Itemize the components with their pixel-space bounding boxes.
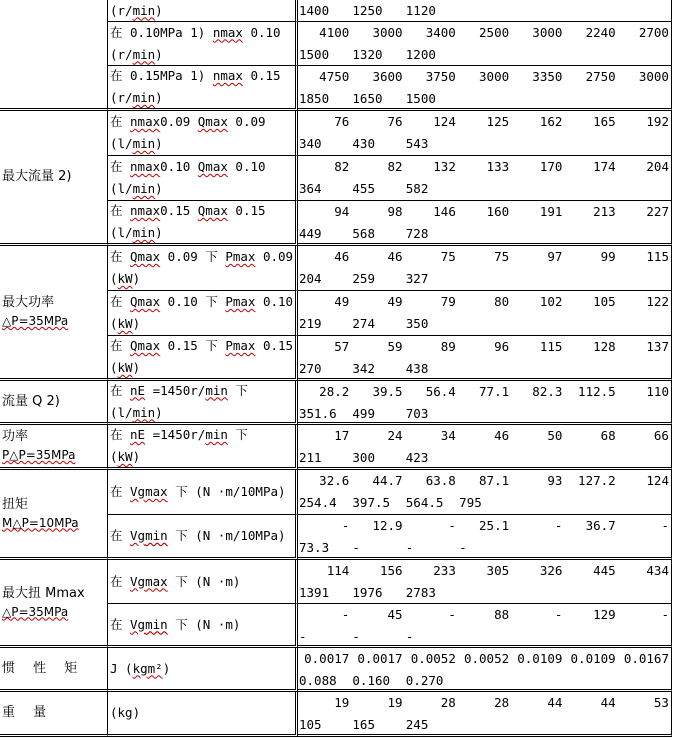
value-cell: 73.3 (299, 540, 330, 555)
value-cell: 133 (486, 159, 510, 174)
value-cell: 170 (539, 159, 563, 174)
row-label-line: (r/min) (110, 2, 163, 18)
row-label-line: (l/min) (110, 181, 163, 196)
value-cell: 32.6 (319, 473, 350, 488)
value-cell: 0.0052 (410, 651, 456, 666)
value-cell: 455 (352, 181, 375, 196)
value-cell: 44 (547, 695, 563, 710)
values-line-1 (298, 22, 671, 44)
value-cell: 44.7 (372, 473, 403, 488)
value-cell: 1650 (352, 91, 383, 106)
value-cell: 45 (387, 607, 403, 622)
row-label (108, 648, 298, 692)
value-cell: 0.0017 (304, 651, 350, 666)
value-cell: - (299, 629, 307, 644)
value-cell: 110 (646, 384, 669, 399)
value-cell: 0.0109 (570, 651, 616, 666)
value-cell: 99 (600, 249, 616, 264)
value-cell: 19 (387, 695, 403, 710)
values-line-1 (298, 692, 671, 714)
value-cell: 192 (646, 114, 669, 129)
value-cell: 4100 (319, 25, 350, 40)
row-values (298, 648, 672, 692)
row-label-line: (kW) (110, 449, 141, 464)
values-line-2 (298, 626, 671, 648)
values-line-1 (298, 66, 671, 88)
value-cell: - (661, 518, 669, 533)
row-label-line: 在 0.10MPa 1) nmax 0.10 (110, 24, 281, 40)
row-label (108, 470, 298, 515)
row-values (298, 515, 672, 560)
value-cell: 0.0052 (463, 651, 510, 666)
row-label (108, 381, 298, 425)
group-label-line: 重 量 (2, 705, 54, 720)
value-cell: 1200 (405, 47, 436, 62)
values-line-2 (298, 313, 671, 335)
values-line-1 (298, 515, 671, 537)
value-cell: 12.9 (372, 518, 403, 533)
value-cell: 0.0017 (357, 651, 403, 666)
value-cell: 0.270 (405, 673, 444, 688)
value-cell: 39.5 (372, 384, 403, 399)
row-label-line: 在 Qmax 0.15 下 Pmax 0.15 (110, 338, 294, 353)
group-label (0, 111, 108, 246)
value-cell: 174 (593, 159, 616, 174)
value-cell: 3750 (425, 69, 456, 84)
value-cell: 274 (352, 316, 375, 331)
value-cell: 326 (539, 563, 563, 578)
value-cell: 82.3 (532, 384, 563, 399)
value-cell: 156 (379, 563, 403, 578)
value-cell: 430 (352, 136, 375, 151)
value-cell: - (352, 629, 360, 644)
value-cell: 46 (387, 249, 403, 264)
value-cell: 351.6 (299, 406, 337, 421)
group-label (0, 648, 108, 692)
value-cell: 49 (387, 294, 403, 309)
row-values (298, 381, 672, 425)
value-cell: 245 (405, 717, 429, 732)
group-label (0, 0, 108, 111)
row-label-line: (r/min) (110, 46, 163, 62)
value-cell: 2240 (585, 25, 616, 40)
value-cell: - (448, 518, 456, 533)
value-cell: 46 (334, 249, 350, 264)
value-cell: 105 (299, 717, 322, 732)
value-cell: 568 (352, 226, 375, 241)
value-cell: 28.2 (319, 384, 350, 399)
value-cell: 227 (646, 204, 669, 219)
value-cell: 44 (600, 695, 616, 710)
value-cell: 219 (299, 316, 322, 331)
value-cell: 160 (486, 204, 510, 219)
row-label-line: 在 0.15MPa 1) nmax 0.15 (110, 68, 281, 83)
value-cell: 340 (299, 136, 322, 151)
value-cell: 0.0167 (623, 651, 669, 666)
value-cell: - (554, 518, 563, 533)
values-line-2 (298, 492, 671, 514)
value-cell: 87.1 (479, 473, 510, 488)
group-label (0, 381, 108, 425)
row-label (108, 515, 298, 560)
value-cell: 25.1 (479, 518, 510, 533)
value-cell: 137 (646, 339, 669, 354)
values-line-1 (298, 111, 671, 133)
row-values (298, 156, 672, 201)
values-line-1 (298, 156, 671, 178)
value-cell: 24 (387, 428, 403, 443)
value-cell: 2500 (479, 25, 510, 40)
value-cell: 34 (440, 428, 456, 443)
values-line-1 (298, 560, 671, 582)
value-cell: 56.4 (425, 384, 456, 399)
row-label-line: (l/min) (110, 225, 163, 240)
value-cell: 82 (387, 159, 403, 174)
value-cell: 564.5 (405, 495, 444, 510)
value-cell: 98 (387, 204, 403, 219)
value-cell: 795 (459, 495, 482, 510)
value-cell: 204 (646, 159, 669, 174)
row-label (108, 604, 298, 648)
value-cell: 57 (334, 339, 350, 354)
row-label (108, 201, 298, 246)
values-line-2 (298, 178, 671, 200)
row-values (298, 291, 672, 336)
value-cell: 191 (539, 204, 563, 219)
value-cell: 127.2 (578, 473, 616, 488)
row-values (298, 560, 672, 604)
value-cell: 2700 (638, 25, 669, 40)
row-values (298, 0, 672, 22)
values-line-1 (298, 291, 671, 313)
group-label-line: △P=35MPa (2, 314, 69, 328)
row-values (298, 425, 672, 470)
value-cell: 82 (334, 159, 350, 174)
row-label-line: (r/min) (110, 90, 163, 105)
value-cell: 76 (334, 114, 350, 129)
value-cell: 3000 (372, 25, 403, 40)
value-cell: 59 (387, 339, 403, 354)
row-values (298, 22, 672, 66)
row-label-line: 在 nmax0.09 Qmax 0.09 (110, 114, 266, 129)
group-label-line: 最大功率 (2, 295, 55, 310)
value-cell: 17 (334, 428, 350, 443)
row-label (108, 22, 298, 66)
row-label-line: 在 nmax0.10 Qmax 0.10 (110, 159, 266, 174)
row-label-line: 在 Vgmin 下 (N ·m/10MPa) (110, 528, 286, 543)
row-values (298, 66, 672, 111)
row-label-line: (kW) (110, 316, 141, 331)
values-line-2 (298, 223, 671, 245)
value-cell: - (554, 607, 563, 622)
value-cell: 112.5 (578, 384, 616, 399)
row-values (298, 111, 672, 156)
row-label (108, 560, 298, 604)
values-line-2 (298, 447, 671, 469)
group-label-line: 扭矩 (2, 496, 29, 512)
value-cell: - (661, 607, 669, 622)
values-line-2 (298, 358, 671, 380)
value-cell: 165 (352, 717, 375, 732)
value-cell: 3000 (532, 25, 563, 40)
values-line-2 (298, 44, 671, 66)
value-cell: 77.1 (479, 384, 510, 399)
value-cell: 114 (326, 563, 350, 578)
value-cell: 3600 (372, 69, 403, 84)
values-line-2 (298, 714, 671, 736)
values-line-2 (298, 670, 671, 692)
value-cell: 124 (433, 114, 456, 129)
group-label (0, 692, 108, 737)
value-cell: 211 (299, 450, 322, 465)
values-line-2 (298, 537, 671, 559)
value-cell: 75 (494, 249, 510, 264)
value-cell: 96 (494, 339, 510, 354)
value-cell: 97 (547, 249, 563, 264)
value-cell: 122 (646, 294, 669, 309)
value-cell: 89 (440, 339, 456, 354)
value-cell: 350 (405, 316, 429, 331)
group-label (0, 560, 108, 648)
value-cell: 93 (547, 473, 563, 488)
values-line-2 (298, 582, 671, 604)
row-values (298, 246, 672, 291)
value-cell: 204 (299, 271, 322, 286)
value-cell: 434 (646, 563, 669, 578)
row-label (108, 111, 298, 156)
value-cell: 445 (593, 563, 616, 578)
value-cell: 213 (593, 204, 616, 219)
value-cell: 124 (646, 473, 669, 488)
value-cell: 132 (433, 159, 456, 174)
value-cell: 449 (299, 226, 322, 241)
value-cell: 105 (593, 294, 616, 309)
row-values (298, 692, 672, 737)
row-label (108, 425, 298, 470)
value-cell: 543 (405, 136, 429, 151)
row-label (108, 692, 298, 737)
value-cell: - (405, 629, 414, 644)
value-cell: 2750 (585, 69, 616, 84)
value-cell: 342 (352, 361, 375, 376)
group-label-line: 最大扭 Mmax (2, 585, 85, 601)
value-cell: 0.160 (352, 673, 391, 688)
row-values (298, 604, 672, 648)
values-line-2 (298, 133, 671, 155)
value-cell: 162 (539, 114, 563, 129)
group-label-line: 最大流量 2) (2, 169, 72, 184)
value-cell: 1400 (299, 3, 330, 18)
value-cell: 80 (494, 294, 510, 309)
values-line-1 (298, 648, 671, 670)
values-line-1 (298, 201, 671, 223)
value-cell: 49 (334, 294, 350, 309)
row-label (108, 291, 298, 336)
value-cell: 438 (405, 361, 429, 376)
value-cell: 3000 (479, 69, 510, 84)
row-label (108, 0, 298, 22)
values-line-1 (298, 425, 671, 447)
row-label-line: 在 nE =1450r/min 下 (110, 382, 248, 398)
row-label (108, 336, 298, 381)
value-cell: 19 (334, 695, 350, 710)
group-label-line: 功率 (2, 429, 29, 444)
group-label-line: 惯 性 矩 (2, 660, 85, 676)
value-cell: 3000 (638, 69, 669, 84)
value-cell: 53 (653, 695, 669, 710)
value-cell: 3400 (425, 25, 456, 40)
value-cell: 300 (352, 450, 375, 465)
values-line-1 (298, 381, 671, 403)
value-cell: 397.5 (352, 495, 391, 510)
value-cell: 1250 (352, 3, 383, 18)
values-line-2 (298, 268, 671, 290)
row-label-line: 在 Qmax 0.10 下 Pmax 0.10 (110, 294, 294, 309)
value-cell: 1120 (405, 3, 436, 18)
value-cell: 75 (440, 249, 456, 264)
value-cell: 88 (494, 607, 510, 622)
value-cell: 305 (486, 563, 510, 578)
values-line-1 (298, 604, 671, 626)
value-cell: 165 (593, 114, 616, 129)
value-cell: 102 (539, 294, 563, 309)
value-cell: 1976 (352, 585, 383, 600)
value-cell: 115 (646, 249, 669, 264)
value-cell: 1391 (299, 585, 330, 600)
group-label-line: 流量 Q 2) (2, 393, 60, 409)
value-cell: - (448, 607, 456, 622)
row-label-line: 在 nmax0.15 Qmax 0.15 (110, 203, 266, 218)
row-label-line: J (kgm²) (110, 660, 171, 676)
row-label-line: (kg) (110, 705, 141, 720)
value-cell: 50 (547, 428, 563, 443)
row-label-line: 在 Vgmin 下 (N ·m) (110, 616, 241, 632)
group-label-line: M△P=10MPa (2, 515, 79, 530)
value-cell: - (341, 518, 350, 533)
value-cell: 499 (352, 406, 375, 421)
value-cell: 1320 (352, 47, 383, 62)
row-label (108, 156, 298, 201)
group-label-line: P△P=35MPa (2, 448, 76, 462)
group-label (0, 425, 108, 470)
values-line-1 (298, 246, 671, 268)
value-cell: 327 (405, 271, 429, 286)
row-label-line: 在 Vgmax 下 (N ·m) (110, 573, 241, 589)
value-cell: 582 (405, 181, 429, 196)
row-values (298, 201, 672, 246)
value-cell: - (459, 540, 467, 555)
row-values (298, 336, 672, 381)
value-cell: - (352, 540, 360, 555)
row-label (108, 66, 298, 111)
value-cell: 0.088 (299, 673, 337, 688)
value-cell: 1500 (299, 47, 330, 62)
value-cell: 423 (405, 450, 429, 465)
row-values (298, 470, 672, 515)
row-label-line: (kW) (110, 360, 141, 375)
value-cell: 66 (653, 428, 669, 443)
value-cell: 703 (405, 406, 429, 421)
row-label (108, 246, 298, 291)
value-cell: 1850 (299, 91, 330, 106)
value-cell: 129 (593, 607, 616, 622)
values-line-2 (298, 403, 671, 425)
row-label-line: (kW) (110, 271, 141, 286)
value-cell: 1500 (405, 91, 436, 106)
values-line-1 (298, 470, 671, 492)
value-cell: 128 (593, 339, 616, 354)
row-label-line: (l/min) (110, 404, 163, 420)
value-cell: - (405, 540, 414, 555)
values-line-2 (298, 88, 671, 110)
group-label-line: △P=35MPa (2, 604, 69, 619)
row-label-line: 在 Qmax 0.09 下 Pmax 0.09 (110, 249, 294, 264)
value-cell: 28 (494, 695, 510, 710)
value-cell: 28 (440, 695, 456, 710)
value-cell: 2783 (405, 585, 436, 600)
value-cell: 0.0109 (517, 651, 563, 666)
value-cell: 76 (387, 114, 403, 129)
value-cell: 728 (405, 226, 429, 241)
value-cell: 259 (352, 271, 375, 286)
value-cell: 79 (440, 294, 456, 309)
value-cell: 3350 (532, 69, 563, 84)
value-cell: 254.4 (299, 495, 337, 510)
row-label-line: 在 nE =1450r/min 下 (110, 427, 248, 442)
value-cell: 270 (299, 361, 322, 376)
value-cell: 63.8 (425, 473, 456, 488)
value-cell: 46 (494, 428, 510, 443)
row-label-line: (l/min) (110, 136, 163, 151)
value-cell: 4750 (319, 69, 350, 84)
value-cell: - (341, 607, 350, 622)
values-line-1 (298, 336, 671, 358)
group-label (0, 470, 108, 560)
value-cell: 68 (600, 428, 616, 443)
value-cell: 146 (433, 204, 456, 219)
group-label (0, 246, 108, 381)
value-cell: 233 (433, 563, 456, 578)
value-cell: 125 (486, 114, 510, 129)
value-cell: 36.7 (585, 518, 616, 533)
values-line-2 (298, 0, 671, 22)
value-cell: 364 (299, 181, 322, 196)
value-cell: 115 (539, 339, 563, 354)
value-cell: 94 (334, 204, 350, 219)
row-label-line: 在 Vgmax 下 (N ·m/10MPa) (110, 484, 286, 499)
